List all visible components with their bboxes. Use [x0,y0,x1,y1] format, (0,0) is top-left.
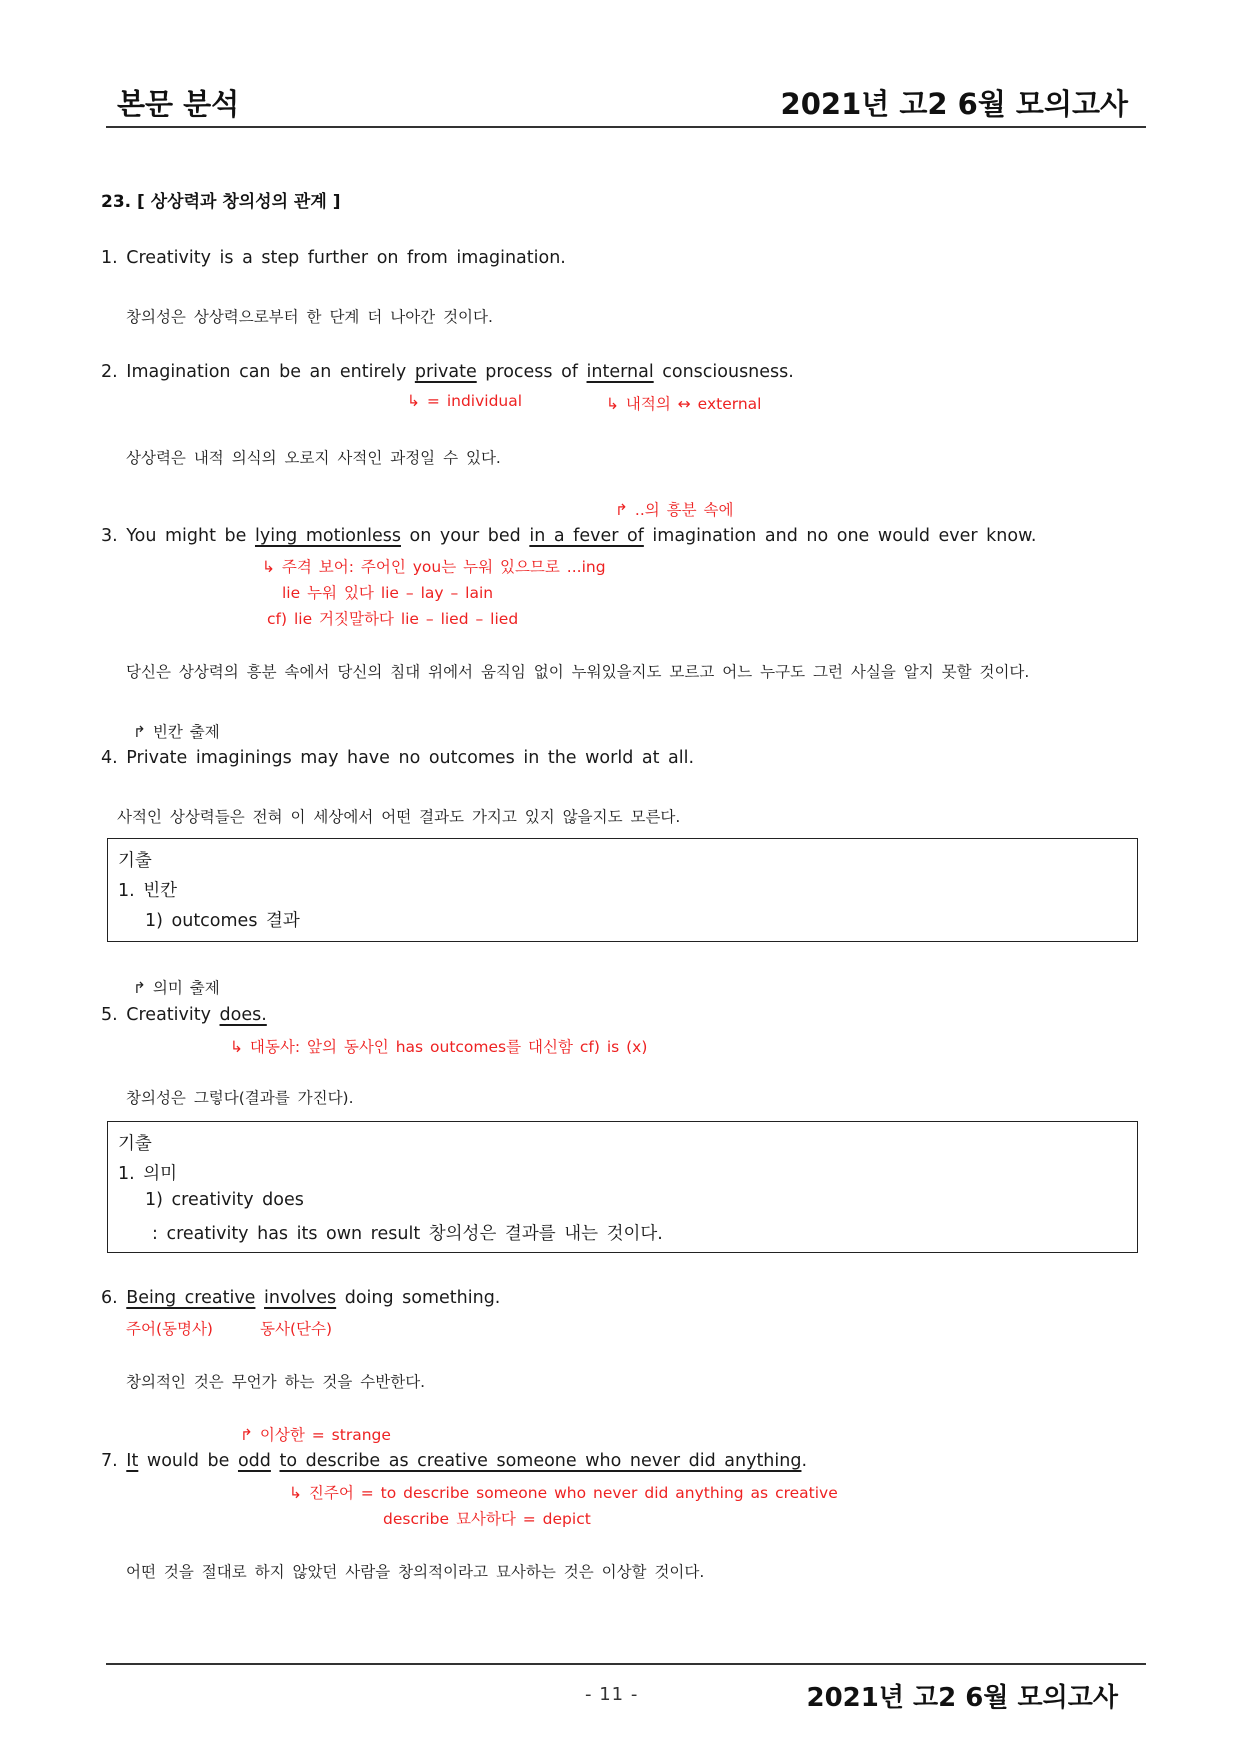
past-exam-box-1 [107,838,1138,942]
note-describe-depict: describe 묘사하다 = depict [383,1510,591,1528]
sentence-5 [101,1005,267,1025]
header-rule [106,126,1146,128]
box-item: 1. 의미 [118,1164,178,1184]
sentence-7 [101,1451,807,1471]
box-label: 기출 [118,851,152,871]
tag-meaning-question: ↱ 의미 출제 [133,979,220,997]
past-exam-box-2 [107,1121,1138,1253]
text-segment: Imagination can be an entirely [126,362,415,382]
text-segment: process of [476,362,587,382]
sentence-5-translation: 창의성은 그렇다(결과를 가진다). [126,1089,354,1107]
page-number: - 11 - [585,1684,639,1705]
header-right-title: 2021년 고2 6월 모의고사 [780,87,1128,121]
underlined-involves: involves [264,1288,337,1308]
box-sub-item: 1) creativity does [145,1190,304,1210]
note-individual: ↳ = individual [407,392,523,410]
footer-rule [106,1663,1146,1665]
header-left-title: 본문 분석 [117,87,240,121]
note-subject-gerund: 주어(동명사) [126,1320,213,1338]
box-sub-item: 1) outcomes 결과 [145,911,300,931]
box-sub-item-explanation: : creativity has its own result 창의성은 결과를 내는 것이다. [152,1224,663,1244]
underlined-it: It [126,1451,139,1471]
note-lie-lay-lain: lie 누워 있다 lie – lay – lain [282,584,494,602]
sentence-6-translation: 창의적인 것은 무언가 하는 것을 수반한다. [126,1373,426,1391]
note-verb-singular: 동사(단수) [260,1320,332,1338]
underlined-being-creative: Being creative [126,1288,256,1308]
sentence-4-translation: 사적인 상상력들은 전혀 이 세상에서 어떤 결과도 가지고 있지 않을지도 모른다. [117,808,681,826]
underlined-real-subject: to describe as creative someone who never did anything [279,1451,802,1471]
sentence-2 [101,362,794,382]
section-title: 23. [ 상상력과 창의성의 관계 ] [101,192,341,212]
sentence-1 [101,248,566,268]
sentence-2-translation: 상상력은 내적 의식의 오로지 사적인 과정일 수 있다. [126,449,501,467]
text-segment: Creativity [126,1005,220,1025]
underlined-private: private [414,362,477,382]
sentence-english: Private imaginings may have no outcomes in the world at all. [126,748,695,768]
note-subject-complement: ↳ 주격 보어: 주어인 you는 누워 있으므로 ...ing [262,558,606,576]
sentence-3 [101,526,1036,546]
note-pro-verb: ↳ 대동사: 앞의 동사인 has outcomes를 대신함 cf) is (x) [230,1038,648,1056]
text-segment: doing something. [336,1288,501,1308]
tag-blank-question: ↱ 빈칸 출제 [133,723,220,741]
box-item: 1. 빈칸 [118,881,178,901]
note-odd-strange: ↱ 이상한 = strange [240,1426,391,1444]
note-lie-lied-lied: cf) lie 거짓말하다 lie – lied – lied [267,610,519,628]
text-segment: on your bed [400,526,530,546]
text-segment: would be [138,1451,238,1471]
sentence-english: Creativity is a step further on from imagination. [126,248,566,268]
note-in-a-fever-of: ↱ ..의 흥분 속에 [615,501,734,519]
underlined-odd: odd [237,1451,271,1471]
text-segment: imagination and no one would ever know. [643,526,1037,546]
note-real-subject: ↳ 진주어 = to describe someone who never did anything as creative [289,1484,838,1502]
text-segment [255,1288,264,1308]
underlined-internal: internal [586,362,654,382]
text-segment: You might be [126,526,255,546]
sentence-number: 1. [101,248,118,268]
sentence-3-translation: 당신은 상상력의 흥분 속에서 당신의 침대 위에서 움직임 없이 누워있을지도 모르고 어느 누구도 그런 사실을 알지 못할 것이다. [126,663,1030,681]
footer-title: 2021년 고2 6월 모의고사 [806,1683,1118,1713]
box-label: 기출 [118,1134,152,1154]
sentence-4 [101,748,694,768]
sentence-number: 2. [101,362,118,382]
underlined-lying-motionless: lying motionless [254,526,401,546]
sentence-number: 3. [101,526,118,546]
sentence-number: 5. [101,1005,118,1025]
sentence-number: 7. [101,1451,118,1471]
note-internal: ↳ 내적의 ↔ external [606,395,762,413]
underlined-does: does. [219,1005,267,1025]
sentence-number: 6. [101,1288,118,1308]
underlined-in-a-fever-of: in a fever of [529,526,644,546]
text-segment: consciousness. [653,362,794,382]
sentence-1-translation: 창의성은 상상력으로부터 한 단계 더 나아간 것이다. [126,308,493,326]
sentence-number: 4. [101,748,118,768]
text-segment: . [801,1451,808,1471]
sentence-7-translation: 어떤 것을 절대로 하지 않았던 사람을 창의적이라고 묘사하는 것은 이상할 것이다. [126,1563,705,1581]
sentence-6 [101,1288,500,1308]
